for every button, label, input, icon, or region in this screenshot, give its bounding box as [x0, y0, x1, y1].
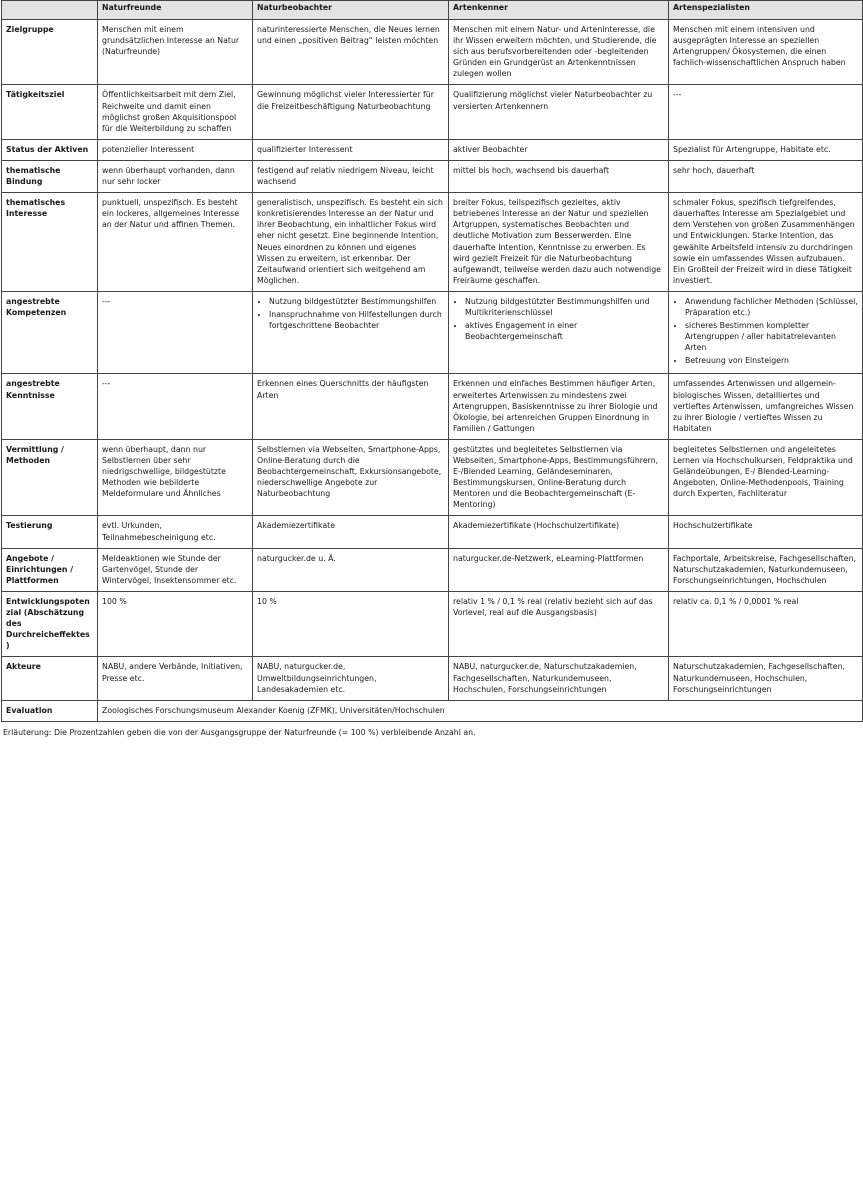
table-cell: wenn überhaupt, dann nur Selbstlernen über sehr niedrigschwellige, bildgestützte Methoden wie bebilderte Meldeformulare und Ähnliches [98, 439, 253, 516]
row-label: Akteure [2, 657, 98, 700]
table-cell: punktuell, unspezifisch. Es besteht ein lockeres, allgemeines Interesse an der Natur und affinen Themen. [98, 193, 253, 292]
row-label: Status der Aktiven [2, 139, 98, 160]
row-label: Zielgruppe [2, 20, 98, 85]
table-cell: NABU, andere Verbände, Initiativen, Presse etc. [98, 657, 253, 700]
table-cell: relativ 1 % / 0,1 % real (relativ bezieht sich auf das Vorlevel, real auf die Ausgangsbasis) [449, 591, 669, 656]
table-row [2, 548, 863, 591]
table-cell: breiter Fokus, teilspezifisch gezieltes, aktiv betriebenes Interesse an der Natur und speziellen Artgruppen, systematisches Beobachten und deutliche Motivation zum Besserwerden. Eine dauerhafte Intention, Kenntnisse zu erwerben. Es wird gezielt Freizeit für die Naturbeobachtung aufgewandt, teilweise werden dazu auch notwendige Freiräume geschaffen. [449, 193, 669, 292]
column-header-naturbeobachter: Naturbeobachter [253, 1, 449, 20]
table-row [2, 591, 863, 656]
table-cell: 100 % [98, 591, 253, 656]
list-item: • sicheres Bestimmen kompletter Artengruppen / aller habitatrelevanten Arten [685, 320, 858, 353]
table-cell: potenzieller Interessent [98, 139, 253, 160]
merged-cell: Zoologisches Forschungsmuseum Alexander Koenig (ZFMK), Universitäten/Hochschulen [98, 700, 863, 721]
table-row [2, 20, 863, 85]
table-cell: wenn überhaupt vorhanden, dann nur sehr locker [98, 160, 253, 192]
table-row [2, 516, 863, 548]
row-label: Evaluation [2, 700, 98, 721]
table-cell [253, 291, 449, 374]
bullet-list [453, 296, 664, 342]
table-cell: qualifizierter Interessent [253, 139, 449, 160]
list-item: • Nutzung bildgestützter Bestimmungshilfen und Multikriterienschlüssel [465, 296, 664, 318]
row-label: Vermittlung / Methoden [2, 439, 98, 516]
row-label: angestrebte Kompetenzen [2, 291, 98, 374]
table-cell: Qualifizierung möglichst vieler Naturbeobachter zu versierten Artenkennern [449, 85, 669, 139]
table-row [2, 291, 863, 374]
list-item: • Betreuung von Einsteigern [685, 355, 858, 366]
table-cell: Menschen mit einem grundsätzlichen Interesse an Natur (Naturfreunde) [98, 20, 253, 85]
table-row [2, 657, 863, 700]
header-row [2, 1, 863, 20]
table-cell: umfassendes Artenwissen und allgemein-biologisches Wissen, detailliertes und vertieftes Artenwissen, umfangreiches Wissen zu ihrer Biologie / vertieftes Wissen zu Habitaten [669, 374, 863, 439]
list-item: • Nutzung bildgestützter Bestimmungshilfen [269, 296, 444, 307]
table-cell: NABU, naturgucker.de, Umweltbildungseinrichtungen, Landesakademien etc. [253, 657, 449, 700]
table-row [2, 374, 863, 439]
row-label: Tätigkeitsziel [2, 85, 98, 139]
table-cell: Akademiezertifikate [253, 516, 449, 548]
bullet-list [257, 296, 444, 331]
table-cell: schmaler Fokus, spezifisch tiefgreifendes, dauerhaftes Interesse am Spezialgebiet und dem Verstehen von großen Zusammenhängen und Entwicklungen. Starke Intention, das gewählte Arbeitsfeld intensiv zu durchdringen sowie ein umfassendes Wissen aufzubauen. Ein Großteil der Freizeit wird in diese Tätigkeit investiert. [669, 193, 863, 292]
table-cell: 10 % [253, 591, 449, 656]
row-label: Testierung [2, 516, 98, 548]
column-header-artenkenner: Artenkenner [449, 1, 669, 20]
list-item: • aktives Engagement in einer Beobachtergemeinschaft [465, 320, 664, 342]
header-corner [2, 1, 98, 20]
table-cell: Akademiezertifikate (Hochschulzertifikate) [449, 516, 669, 548]
table-row [2, 439, 863, 516]
list-item: • Inanspruchnahme von Hilfestellungen durch fortgeschrittene Beobachter [269, 309, 444, 331]
table-cell: gestütztes und begleitetes Selbstlernen via Webseiten, Smartphone-Apps, Bestimmungsführern, E-/Blended Learning, Geländeseminaren, Bestimmungskursen, Online-Beratung durch Mentoren und die Beobachtergemeinschaft (E-Mentoring) [449, 439, 669, 516]
table-row [2, 160, 863, 192]
table-body [2, 20, 863, 722]
table-cell: Gewinnung möglichst vieler Interessierter für die Freizeitbeschäftigung Naturbeobachtung [253, 85, 449, 139]
table-row [2, 193, 863, 292]
table-row [2, 85, 863, 139]
table-cell: naturgucker.de u. Ä. [253, 548, 449, 591]
table-cell: Menschen mit einem intensiven und ausgeprägten Interesse an speziellen Artengruppen/ Ökosystemen, die einen fachlich-wissenschaftlichen Anspruch haben [669, 20, 863, 85]
column-header-artenspezialisten: Artenspezialisten [669, 1, 863, 20]
table-cell: Selbstlernen via Webseiten, Smartphone-Apps, Online-Beratung durch die Beobachtergemeinschaft, Exkursionsangebote, niederschwellige Angebote zur Naturbeobachtung [253, 439, 449, 516]
table-cell: begleitetes Selbstlernen und angeleitetes Lernen via Hochschulkursen, Feldpraktika und Geländeübungen, E-/ Blended-Learning-Angeboten, Online-Methodenpools, Training durch Experten, Fachliteratur [669, 439, 863, 516]
comparison-table [1, 0, 863, 722]
table-cell: festigend auf relativ niedrigem Niveau, leicht wachsend [253, 160, 449, 192]
row-label: thematisches Interesse [2, 193, 98, 292]
table-cell: Erkennen und einfaches Bestimmen häufiger Arten, erweitertes Artenwissen zu mindestens zwei Artengruppen, Basiskenntnisse zu ihrer Biologie und Ökologie, bei artenreichen Gruppen Einordnung in Familien / Gattungen [449, 374, 669, 439]
footnote: Erläuterung: Die Prozentzahlen geben die von der Ausgangsgruppe der Naturfreunde (= 100 %) verbleibende Anzahl an. [3, 727, 476, 737]
row-label: thematische Bindung [2, 160, 98, 192]
table-cell: Meldeaktionen wie Stunde der Gartenvögel, Stunde der Wintervögel, Insektensommer etc. [98, 548, 253, 591]
row-label: Angebote / Einrichtungen / Plattformen [2, 548, 98, 591]
table-cell: Öffentlichkeitsarbeit mit dem Ziel, Reichweite und damit einen möglichst großen Akquisitionspool für die Weiterbildung zu schaffen [98, 85, 253, 139]
table-cell: evtl. Urkunden, Teilnahmebescheinigung etc. [98, 516, 253, 548]
table-cell: naturinteressierte Menschen, die Neues lernen und einen „positiven Beitrag“ leisten möchten [253, 20, 449, 85]
list-item: • Anwendung fachlicher Methoden (Schlüssel, Präparation etc.) [685, 296, 858, 318]
table-row [2, 700, 863, 721]
table-cell: naturgucker.de-Netzwerk, eLearning-Plattformen [449, 548, 669, 591]
table-cell: --- [669, 85, 863, 139]
table-cell: Menschen mit einem Natur- und Arteninteresse, die ihr Wissen erweitern möchten, und Studierende, die sich aus berufsvorbereitenden oder -begleitenden Gründen ein Grundgerüst an Artenkenntnissen zulegen wollen [449, 20, 669, 85]
table-cell: --- [98, 291, 253, 374]
column-header-naturfreunde: Naturfreunde [98, 1, 253, 20]
table-cell [449, 291, 669, 374]
table-cell: relativ ca. 0,1 % / 0,0001 % real [669, 591, 863, 656]
table-cell: mittel bis hoch, wachsend bis dauerhaft [449, 160, 669, 192]
table-cell: aktiver Beobachter [449, 139, 669, 160]
table-cell: Fachportale, Arbeitskreise, Fachgesellschaften, Naturschutzakademien, Naturkundemuseen, Forschungseinrichtungen, Hochschulen [669, 548, 863, 591]
table-cell: NABU, naturgucker.de, Naturschutzakademien, Fachgesellschaften, Naturkundemuseen, Hochschulen, Forschungseinrichtungen [449, 657, 669, 700]
table-cell: generalistisch, unspezifisch. Es besteht ein sich konkretisierendes Interesse an der Natur und ihrer Beobachtung, ein inhaltlicher Fokus wird eher nicht gesetzt. Eine beginnende Intention, Neues einordnen zu können und eigenes Wissen zu erweitern, ist erkennbar. Der Zeitaufwand orientiert sich weitgehend am Möglichen. [253, 193, 449, 292]
table-cell: Erkennen eines Querschnitts der häufigsten Arten [253, 374, 449, 439]
table-cell [669, 291, 863, 374]
table-cell: sehr hoch, dauerhaft [669, 160, 863, 192]
table-row [2, 139, 863, 160]
bullet-list [673, 296, 858, 367]
table-cell: Spezialist für Artengruppe, Habitate etc. [669, 139, 863, 160]
row-label: angestrebte Kenntnisse [2, 374, 98, 439]
row-label: Entwicklungspotenzial (Abschätzung des Durchreicheffektes) [2, 591, 98, 656]
table-cell: Naturschutzakademien, Fachgesellschaften, Naturkundemuseen, Hochschulen, Forschungseinrichtungen [669, 657, 863, 700]
table-cell: Hochschulzertifikate [669, 516, 863, 548]
table-cell: --- [98, 374, 253, 439]
